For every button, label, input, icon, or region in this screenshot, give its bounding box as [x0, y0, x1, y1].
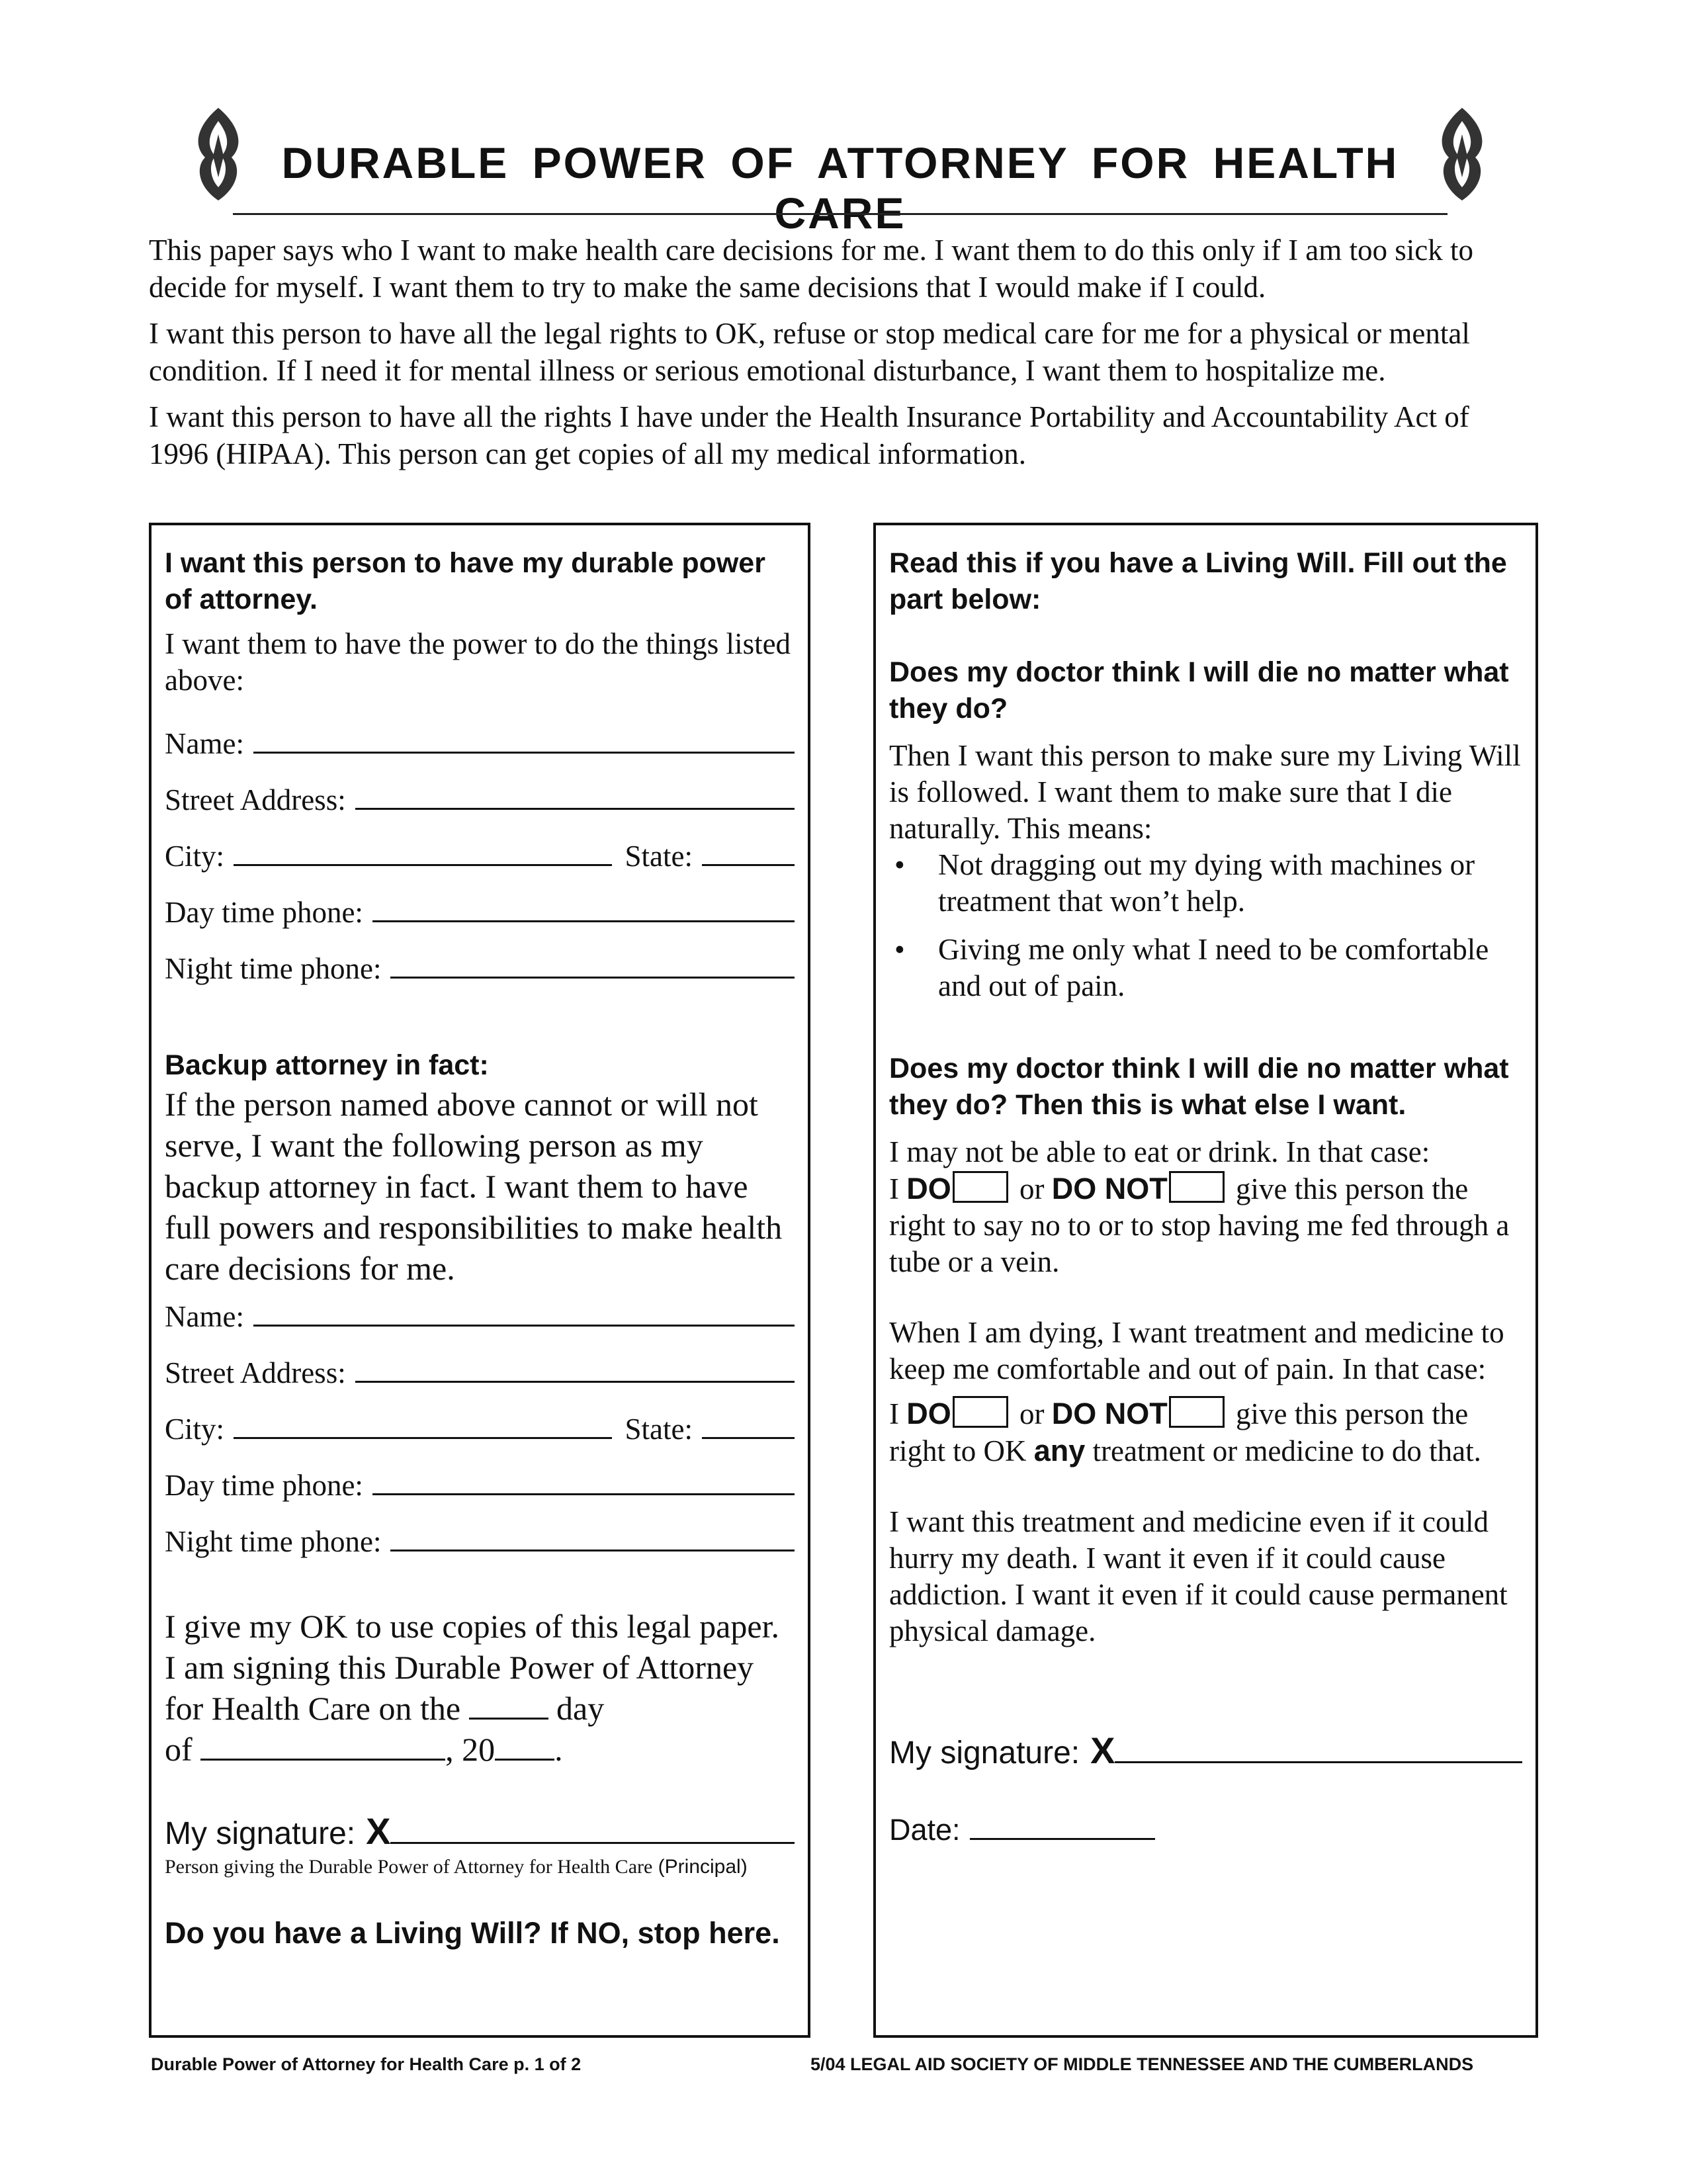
- field-label: Night time phone:: [165, 952, 382, 985]
- day-phone-blank[interactable]: [372, 894, 795, 922]
- principal-signature-block: [165, 1810, 795, 1879]
- question-one-text: Then I want this person to make sure my Living Will is followed. I want them to make sure that I die naturally. This means:: [889, 739, 1521, 845]
- i-word: I: [889, 1172, 899, 1205]
- field-label: Day time phone:: [165, 896, 363, 929]
- agent-night-phone-field[interactable]: [165, 950, 795, 1006]
- natural-death-list: [889, 847, 1522, 1004]
- backup-day-phone-field[interactable]: [165, 1467, 795, 1523]
- date-field[interactable]: [889, 1812, 1522, 1847]
- do-label: DO: [906, 1397, 951, 1430]
- question-one: Does my doctor think I will die no matter what they do?: [889, 656, 1509, 724]
- principal-caption-text: Person giving the Durable Power of Attorney for Health Care: [165, 1856, 653, 1878]
- backup-street-field[interactable]: [165, 1354, 795, 1411]
- field-label: City:: [165, 1413, 225, 1446]
- state-blank[interactable]: [702, 1411, 795, 1439]
- living-will-question: Do you have a Living Will? If NO, stop here.: [165, 1916, 780, 1950]
- principal-word: (Principal): [658, 1856, 748, 1878]
- feed-text-cont: the right to say no to or to stop having me fed through a tube or a vein.: [889, 1172, 1510, 1278]
- backup-city-state-field[interactable]: [165, 1411, 795, 1467]
- field-label: State:: [625, 1413, 693, 1446]
- i-word: I: [889, 1397, 899, 1430]
- principal-signature-field[interactable]: [165, 1810, 795, 1853]
- intro-section: [149, 232, 1532, 482]
- night-phone-blank[interactable]: [390, 1523, 795, 1551]
- intro-paragraph: I want this person to have all the rights I have under the Health Insurance Portability and Accountability Act of 1996 (HIPAA). This person can get copies of all my medical information.: [149, 400, 1469, 470]
- backup-heading: Backup attorney in fact:: [165, 1049, 489, 1081]
- consent-text: I give my OK to use copies of this legal paper. I am signing this Durable Power of Attorney for Health Care on the: [165, 1608, 779, 1727]
- agent-day-phone-field[interactable]: [165, 894, 795, 950]
- city-blank[interactable]: [234, 1411, 611, 1439]
- decorative-wing-ornament-icon: [1429, 105, 1495, 204]
- intro-paragraph: I want this person to have all the legal rights to OK, refuse or stop medical care for me for a physical or mental condition. If I need it for mental illness or serious emotional disturbance, I want them to hospitalize me.: [149, 317, 1470, 387]
- do-label: DO: [906, 1172, 951, 1205]
- feeding-do-not-checkbox[interactable]: [1169, 1171, 1225, 1203]
- field-label: Street Address:: [165, 783, 346, 816]
- consent-year-text: , 20: [445, 1731, 496, 1768]
- footer-page-label: Durable Power of Attorney for Health Care p. 1 of 2: [151, 2054, 582, 2074]
- consent-of-word: of: [165, 1731, 193, 1768]
- feeding-choice: [889, 1170, 1522, 1280]
- backup-night-phone-field[interactable]: [165, 1523, 795, 1579]
- ok-text-cont: treatment or medicine to do that.: [1092, 1434, 1481, 1467]
- signature-label: My signature:: [165, 1816, 356, 1851]
- living-will-signature-field[interactable]: [889, 1729, 1522, 1772]
- question-two: Does my doctor think I will die no matter what they do? Then this is what else I want.: [889, 1053, 1509, 1121]
- agent-subtext: I want them to have the power to do the things listed above:: [165, 627, 791, 697]
- field-label: Day time phone:: [165, 1469, 363, 1502]
- do-not-label: DO NOT: [1051, 1397, 1168, 1430]
- street-blank[interactable]: [355, 1354, 795, 1383]
- title-divider: [233, 213, 1448, 215]
- consent-end: .: [554, 1731, 563, 1768]
- state-blank[interactable]: [702, 838, 795, 866]
- name-blank[interactable]: [253, 1298, 795, 1327]
- or-word: or: [1019, 1397, 1045, 1430]
- living-will-signature-block: [889, 1729, 1522, 1847]
- comfort-do-not-checkbox[interactable]: [1169, 1396, 1225, 1428]
- dying-text: When I am dying, I want treatment and medicine to keep me comfortable and out of pain. In that case:: [889, 1316, 1504, 1385]
- signature-x-mark: X: [366, 1810, 391, 1852]
- date-label: Date:: [889, 1813, 961, 1847]
- field-label: Night time phone:: [165, 1525, 382, 1558]
- page-header: [185, 99, 1495, 238]
- comfort-do-checkbox[interactable]: [953, 1396, 1008, 1428]
- ok-text: give this person the right to OK: [889, 1397, 1469, 1467]
- backup-fields: [165, 1298, 795, 1579]
- signature-blank[interactable]: [390, 1813, 795, 1844]
- field-label: Name:: [165, 727, 244, 760]
- signature-x-mark: X: [1090, 1729, 1115, 1771]
- do-not-label: DO NOT: [1051, 1172, 1168, 1205]
- field-label: Street Address:: [165, 1356, 346, 1389]
- agent-designation-box: [149, 523, 810, 2038]
- decorative-wing-ornament-icon: [185, 105, 251, 204]
- document-title: DURABLE POWER OF ATTORNEY FOR HEALTH CARE: [281, 138, 1399, 238]
- consent-day-word: day: [556, 1690, 605, 1727]
- day-blank[interactable]: [469, 1691, 548, 1720]
- intro-paragraph: This paper says who I want to make health care decisions for me. I want them to do this only if I am too sick to decide for myself. I want them to try to make the same decisions that I would make if I could.: [149, 234, 1474, 304]
- street-blank[interactable]: [355, 781, 795, 810]
- city-blank[interactable]: [234, 838, 611, 866]
- signature-label: My signature:: [889, 1735, 1080, 1770]
- name-blank[interactable]: [253, 725, 795, 754]
- feeding-section: [889, 1134, 1522, 1280]
- night-phone-blank[interactable]: [390, 950, 795, 979]
- feed-text: give this person: [1236, 1172, 1424, 1205]
- comfort-choice: [889, 1395, 1522, 1469]
- signature-blank[interactable]: [1115, 1732, 1522, 1763]
- date-blank[interactable]: [970, 1812, 1155, 1840]
- hurry-text: I want this treatment and medicine even if it could hurry my death. I want it even if it could cause addiction. I want it even if it could cause permanent physical damage.: [889, 1505, 1508, 1647]
- or-word: or: [1019, 1172, 1045, 1205]
- consent-statement: [165, 1606, 795, 1770]
- living-will-box: [873, 523, 1538, 2038]
- list-item: • Not dragging out my dying with machines or treatment that won’t help.: [889, 847, 1522, 920]
- agent-city-state-field[interactable]: [165, 838, 795, 894]
- principal-caption: [165, 1855, 795, 1879]
- field-label: City:: [165, 840, 225, 873]
- field-label: Name:: [165, 1300, 244, 1333]
- agent-fields: [165, 725, 795, 1006]
- year-blank[interactable]: [495, 1732, 554, 1761]
- day-phone-blank[interactable]: [372, 1467, 795, 1495]
- agent-street-field[interactable]: [165, 781, 795, 838]
- field-label: State:: [625, 840, 693, 873]
- footer-organization: 5/04 LEGAL AID SOCIETY OF MIDDLE TENNESSEE AND THE CUMBERLANDS: [810, 2054, 1474, 2074]
- agent-heading: I want this person to have my durable power of attorney.: [165, 547, 765, 615]
- living-will-heading: Read this if you have a Living Will. Fill out the part below:: [889, 547, 1507, 615]
- eat-text: I may not be able to eat or drink. In that case:: [889, 1135, 1430, 1168]
- agent-name-field[interactable]: [165, 725, 795, 781]
- ok-any-word: any: [1033, 1434, 1086, 1467]
- feeding-do-checkbox[interactable]: [953, 1171, 1008, 1203]
- backup-name-field[interactable]: [165, 1298, 795, 1354]
- list-item: • Giving me only what I need to be comfortable and out of pain.: [889, 932, 1522, 1004]
- month-blank[interactable]: [200, 1732, 445, 1761]
- backup-text: If the person named above cannot or will not serve, I want the following person as my backup attorney in fact. I want them to have full powers and responsibilities to make health care decisions for me.: [165, 1086, 783, 1287]
